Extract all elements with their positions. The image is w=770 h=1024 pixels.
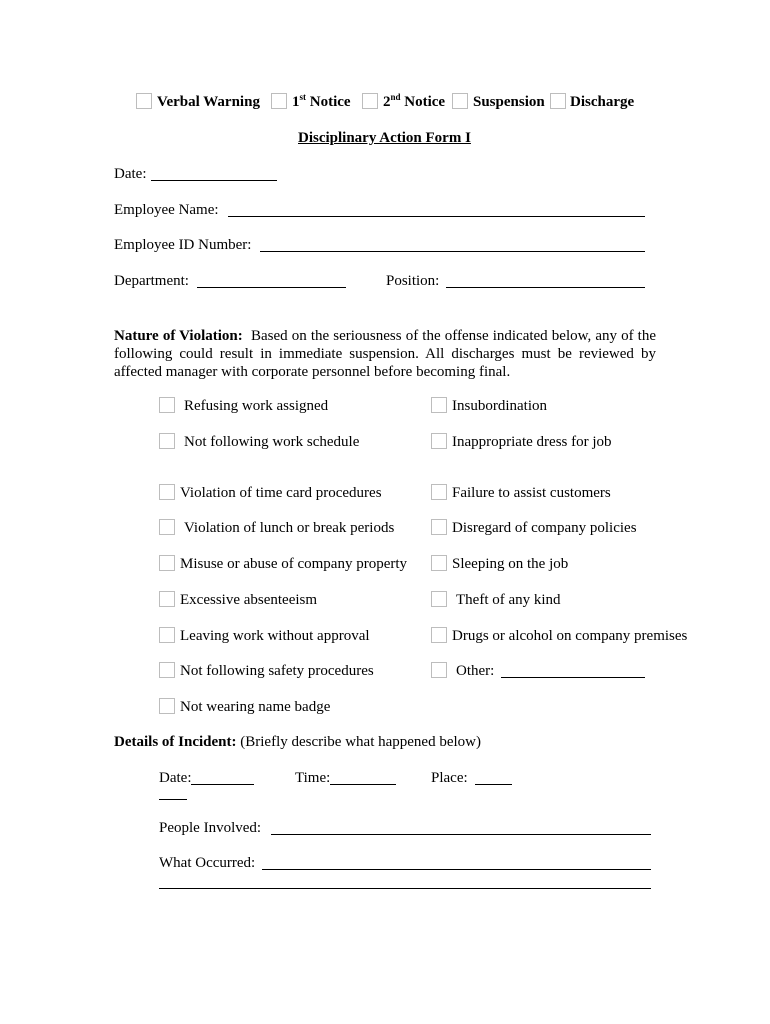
what-occurred-input[interactable] xyxy=(262,869,651,870)
incident-heading: Details of Incident: xyxy=(114,734,237,750)
employee-id-input[interactable] xyxy=(260,251,645,252)
failure-assist-checkbox[interactable] xyxy=(431,484,447,500)
violation-paragraph xyxy=(114,327,656,381)
position-input[interactable] xyxy=(446,287,645,288)
not-following-schedule-label: Not following work schedule xyxy=(184,434,360,450)
insubordination-label: Insubordination xyxy=(452,398,547,414)
first-notice-label: 1st Notice xyxy=(292,92,351,110)
incident-place-input[interactable] xyxy=(475,784,512,785)
employee-name-input[interactable] xyxy=(228,216,645,217)
leaving-work-checkbox[interactable] xyxy=(159,627,175,643)
incident-time-label: Time: xyxy=(295,770,331,786)
time-card-label: Violation of time card procedures xyxy=(180,485,382,501)
department-label: Department: xyxy=(114,273,189,289)
position-label: Position: xyxy=(386,273,440,289)
leaving-work-label: Leaving work without approval xyxy=(180,628,370,644)
people-involved-input[interactable] xyxy=(271,834,651,835)
misuse-property-checkbox[interactable] xyxy=(159,555,175,571)
discharge-checkbox[interactable] xyxy=(550,93,566,109)
second-notice-checkbox[interactable] xyxy=(362,93,378,109)
disregard-policies-checkbox[interactable] xyxy=(431,519,447,535)
discharge-label: Discharge xyxy=(570,94,635,110)
theft-checkbox[interactable] xyxy=(431,591,447,607)
insubordination-checkbox[interactable] xyxy=(431,397,447,413)
not-following-schedule-checkbox[interactable] xyxy=(159,433,175,449)
name-badge-checkbox[interactable] xyxy=(159,698,175,714)
failure-assist-label: Failure to assist customers xyxy=(452,485,611,501)
incident-date-label: Date: xyxy=(159,770,192,786)
inappropriate-dress-checkbox[interactable] xyxy=(431,433,447,449)
absenteeism-label: Excessive absenteeism xyxy=(180,592,318,608)
refusing-work-label: Refusing work assigned xyxy=(184,398,329,414)
employee-name-label: Employee Name: xyxy=(114,202,219,218)
date-input[interactable] xyxy=(151,180,277,181)
incident-heading-line xyxy=(114,735,481,750)
safety-procedures-label: Not following safety procedures xyxy=(180,663,374,679)
disregard-policies-label: Disregard of company policies xyxy=(452,520,637,536)
safety-procedures-checkbox[interactable] xyxy=(159,662,175,678)
name-badge-label: Not wearing name badge xyxy=(180,699,331,715)
first-notice-checkbox[interactable] xyxy=(271,93,287,109)
other-input[interactable] xyxy=(501,677,645,678)
violation-text: Based on the seriousness of the offense indicated below, any of the following could result in immediate suspension. All discharges must be reviewed by affected manager with corporate personnel before becoming final. xyxy=(114,328,657,380)
lunch-break-label: Violation of lunch or break periods xyxy=(184,520,395,536)
incident-date-input[interactable] xyxy=(191,784,254,785)
incident-place-label: Place: xyxy=(431,770,468,786)
time-card-checkbox[interactable] xyxy=(159,484,175,500)
violation-heading: Nature of Violation: xyxy=(114,328,243,344)
suspension-checkbox[interactable] xyxy=(452,93,468,109)
refusing-work-checkbox[interactable] xyxy=(159,397,175,413)
incident-time-input[interactable] xyxy=(330,784,396,785)
incident-subheading: (Briefly describe what happened below) xyxy=(240,734,481,750)
second-notice-label: 2nd Notice xyxy=(383,92,446,110)
sleeping-label: Sleeping on the job xyxy=(452,556,569,572)
what-occurred-input-line-2[interactable] xyxy=(159,888,651,889)
lunch-break-checkbox[interactable] xyxy=(159,519,175,535)
drugs-alcohol-checkbox[interactable] xyxy=(431,627,447,643)
other-label: Other: xyxy=(456,663,495,679)
theft-label: Theft of any kind xyxy=(456,592,561,608)
misuse-property-label: Misuse or abuse of company property xyxy=(180,556,408,572)
absenteeism-checkbox[interactable] xyxy=(159,591,175,607)
date-label: Date: xyxy=(114,166,147,182)
incident-place-input-continued[interactable] xyxy=(159,799,187,800)
people-involved-label: People Involved: xyxy=(159,820,262,836)
employee-id-label: Employee ID Number: xyxy=(114,237,252,253)
what-occurred-label: What Occurred: xyxy=(159,855,256,871)
form-title: Disciplinary Action Form I xyxy=(298,130,471,146)
department-input[interactable] xyxy=(197,287,346,288)
sleeping-checkbox[interactable] xyxy=(431,555,447,571)
other-checkbox[interactable] xyxy=(431,662,447,678)
drugs-alcohol-label: Drugs or alcohol on company premises xyxy=(452,628,688,644)
verbal-warning-label: Verbal Warning xyxy=(157,94,260,110)
verbal-warning-checkbox[interactable] xyxy=(136,93,152,109)
inappropriate-dress-label: Inappropriate dress for job xyxy=(452,434,612,450)
suspension-label: Suspension xyxy=(473,94,545,110)
